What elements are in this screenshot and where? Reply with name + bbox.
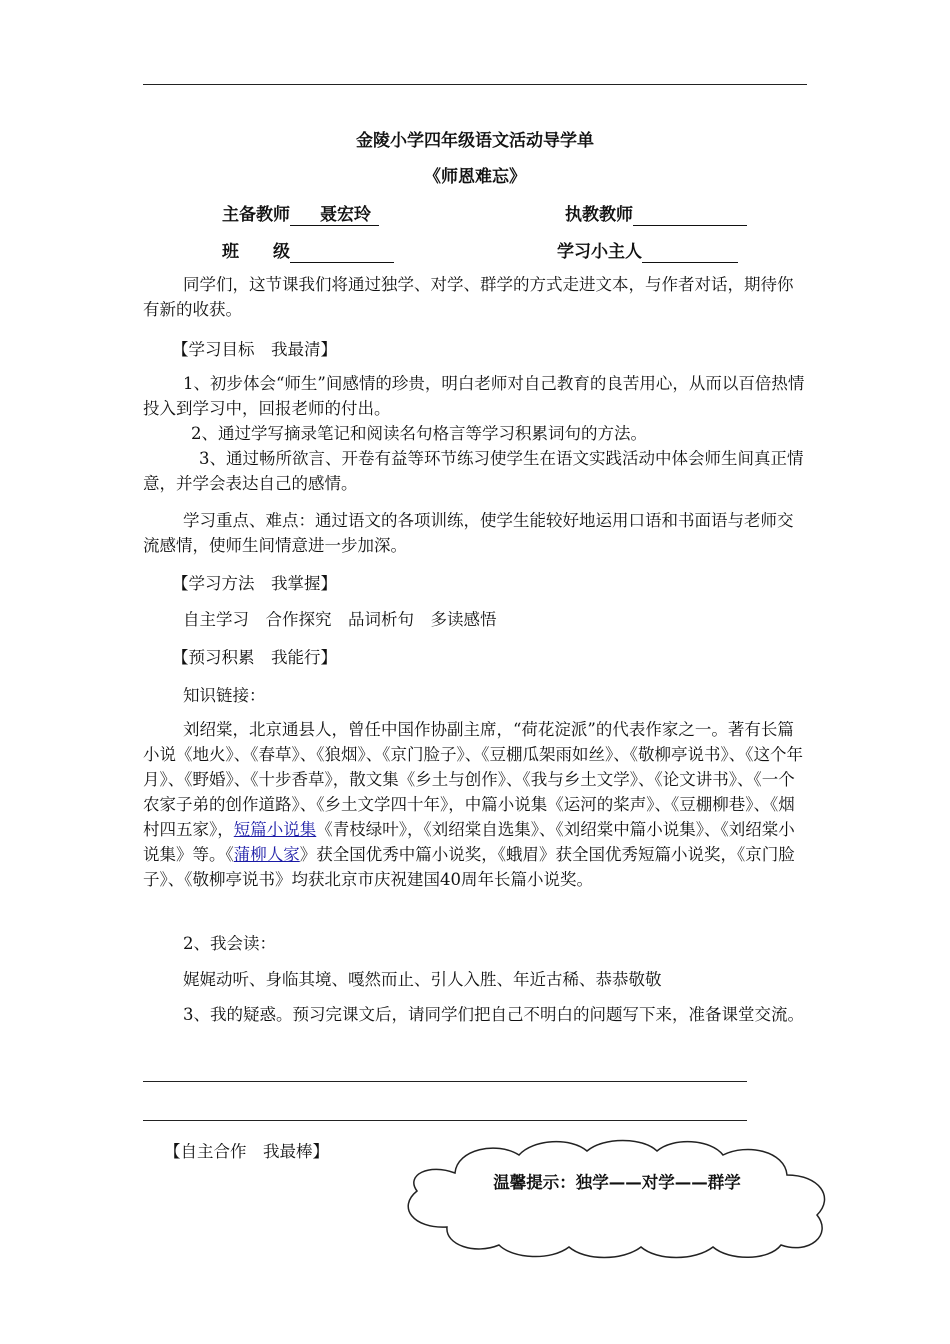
goal-item-2: 2、通过学写摘录笔记和阅读名句格言等学习积累词句的方法。 — [191, 424, 647, 443]
answer-line-1[interactable] — [143, 1081, 747, 1082]
host-blank[interactable] — [642, 242, 738, 263]
class-label: 班 级 — [222, 242, 290, 262]
teaching-teacher-row — [565, 200, 747, 226]
methods-text: 自主学习 合作探究 品词析句 多读感悟 — [183, 610, 497, 629]
lead-teacher-row — [222, 200, 379, 226]
class-blank[interactable] — [290, 242, 394, 263]
goal-item-3: 3、通过畅所欲言、开卷有益等环节练习使学生在语文实践活动中体会师生间真正情意，并学会表达自己的感情。 — [143, 449, 804, 493]
teaching-teacher-blank[interactable] — [633, 205, 747, 226]
read-words: 娓娓动听、身临其境、嘎然而止、引人入胜、年近古稀、恭恭敬敬 — [183, 970, 662, 989]
goals-heading: 【学习目标 我最清】 — [172, 340, 337, 359]
lesson-title: 《师恩难忘》 — [424, 167, 526, 187]
cloud-callout — [395, 1135, 839, 1263]
lead-teacher-label: 主备教师 — [222, 205, 290, 225]
key-points: 学习重点、难点：通过语文的各项训练，使学生能较好地运用口语和书面语与老师交流感情，使师生间情意进一步加深。 — [143, 511, 794, 555]
cooperate-heading: 【自主合作 我最棒】 — [164, 1142, 329, 1161]
lead-teacher-name: 聂宏玲 — [320, 200, 371, 226]
page-title: 金陵小学四年级语文活动导学单 — [356, 131, 594, 151]
top-rule — [143, 84, 807, 85]
doubt-paragraph: 3、我的疑惑。预习完课文后，请同学们把自己不明白的问题写下来，准备课堂交流。 — [183, 1005, 804, 1024]
preview-heading: 【预习积累 我能行】 — [172, 648, 337, 667]
goal-item-1: 1、初步体会“师生”间感情的珍贵，明白老师对自己教育的良苦用心，从而以百倍热情投入到学习中，回报老师的付出。 — [143, 374, 805, 418]
methods-heading: 【学习方法 我掌握】 — [172, 574, 337, 593]
pulin-renjia-link[interactable]: 蒲柳人家 — [233, 845, 300, 864]
author-bio: 刘绍棠，北京通县人，曾任中国作协副主席，“荷花淀派”的代表作家之一。著有长篇小说《地火》、《春草》、《狼烟》、《京门脸子》、《豆棚瓜架雨如丝》、《敬柳亭说书》、《这个年月》、《野婚》、《十步香草》，散文集《乡土与创作》、《我与乡土文学》、《论文讲书》、《一个农家子弟的创作道路》、《乡土文学四十年》，中篇小说集《运河的桨声》、《豆棚柳巷》、《烟村四五家》，短篇小说集《青枝绿叶》，《刘绍棠自选集》、《刘绍棠中篇小说集》、《刘绍棠小说集》等。《蒲柳人家》获全国优秀中篇小说奖，《蛾眉》获全国优秀短篇小说奖，《京门脸子》、《敬柳亭说书》均获北京市庆祝建国40周年长篇小说奖。 — [143, 720, 803, 889]
teaching-teacher-label: 执教教师 — [565, 205, 633, 225]
host-label: 学习小主人 — [557, 242, 642, 262]
read-label: 2、我会读： — [183, 934, 276, 953]
answer-line-2[interactable] — [143, 1120, 747, 1121]
class-row — [222, 237, 394, 263]
short-story-link[interactable]: 短篇小说集 — [233, 820, 317, 839]
intro-paragraph: 同学们，这节课我们将通过独学、对学、群学的方式走进文本，与作者对话，期待你有新的收获。 — [143, 275, 794, 319]
host-row — [557, 237, 738, 263]
knowledge-link-label: 知识链接： — [183, 686, 266, 705]
tip-text: 温馨提示：独学——对学——群学 — [493, 1173, 741, 1192]
